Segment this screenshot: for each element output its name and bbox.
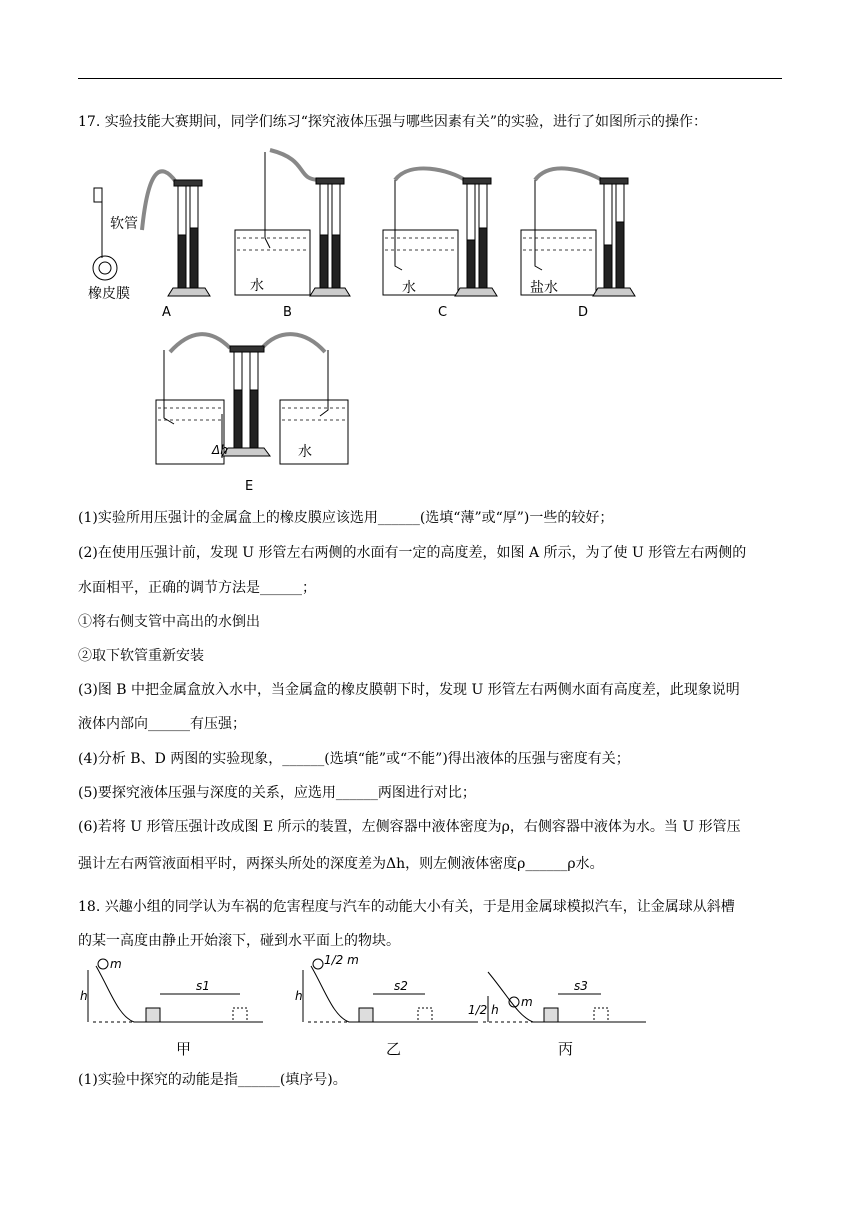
label-soft-tube: 软管: [110, 216, 138, 232]
label-s1: s1: [196, 979, 210, 993]
q17-p3b: 液体内部向______有压强；: [78, 716, 246, 732]
q17-p1: (1)实验所用压强计的金属盒上的橡皮膜应该选用______(选填“薄”或“厚”)一些的较好；: [78, 510, 614, 526]
q17-p2b: 水面相平，正确的调节方法是______；: [78, 580, 316, 596]
q18-p1: (1)实验中探究的动能是指______(填序号)。: [78, 1072, 347, 1088]
label-e: E: [245, 479, 254, 494]
q17-p5: (5)要探究液体压强与深度的关系，应选用______两图进行对比；: [78, 785, 476, 801]
label-jia: 甲: [176, 1040, 192, 1058]
label-b: B: [283, 305, 292, 320]
q17-p4: (4)分析 B、D 两图的实验现象，______(选填“能”或“不能”)得出液体的压强与密度有关；: [78, 751, 630, 767]
q17-opt2: ②取下软管重新安装: [78, 648, 204, 664]
label-s2: s2: [394, 979, 408, 993]
label-water-b: 水: [250, 278, 264, 294]
label-m-bing: m: [521, 995, 533, 1009]
q17-figure-row1: [80, 140, 640, 320]
label-half-h: 1/2 h: [468, 1003, 499, 1017]
q18-stem-b: 的某一高度由静止开始滚下，碰到水平面上的物块。: [78, 933, 400, 949]
label-bing: 丙: [558, 1040, 574, 1058]
label-water-e: 水: [298, 444, 312, 460]
q18-stem-a: 18. 兴趣小组的同学认为车祸的危害程度与汽车的动能大小有关，于是用金属球模拟汽车，让金属球从斜槽: [78, 899, 735, 915]
label-c: C: [438, 305, 448, 320]
label-salt-water: 盐水: [530, 280, 558, 296]
label-rubber-membrane: 橡皮膜: [88, 286, 130, 302]
header-rule: [78, 78, 782, 79]
label-h-yi: h: [295, 989, 303, 1003]
label-h-jia: h: [80, 989, 88, 1003]
label-a: A: [162, 305, 171, 320]
label-s3: s3: [574, 979, 588, 993]
label-dh: Δh: [212, 443, 228, 457]
q17-figure-e: [130, 330, 370, 495]
label-water-c: 水: [402, 280, 416, 296]
q17-opt1: ①将右侧支管中高出的水倒出: [78, 614, 260, 630]
q17-p6a: (6)若将 U 形管压强计改成图 E 所示的装置，左侧容器中液体密度为ρ，右侧容器中液体为水。当 U 形管压: [78, 819, 741, 835]
q17-p2a: (2)在使用压强计前，发现 U 形管左右两侧的水面有一定的高度差，如图 A 所示，为了使 U 形管左右两侧的: [78, 545, 747, 561]
q17-p3a: (3)图 B 中把金属盒放入水中，当金属盒的橡皮膜朝下时，发现 U 形管左右两侧水面有高度差，此现象说明: [78, 682, 740, 698]
label-d: D: [578, 305, 589, 320]
q18-figure: [78, 950, 658, 1060]
q17-stem: 17. 实验技能大赛期间，同学们练习“探究液体压强与哪些因素有关”的实验，进行了如图所示的操作：: [78, 114, 708, 130]
q17-p6b: 强计左右两管液面相平时，两探头所处的深度差为Δh，则左侧液体密度ρ______ρ水。: [78, 856, 604, 872]
label-m-jia: m: [110, 957, 122, 971]
label-half-m: 1/2 m: [324, 953, 359, 967]
label-yi: 乙: [386, 1040, 402, 1058]
